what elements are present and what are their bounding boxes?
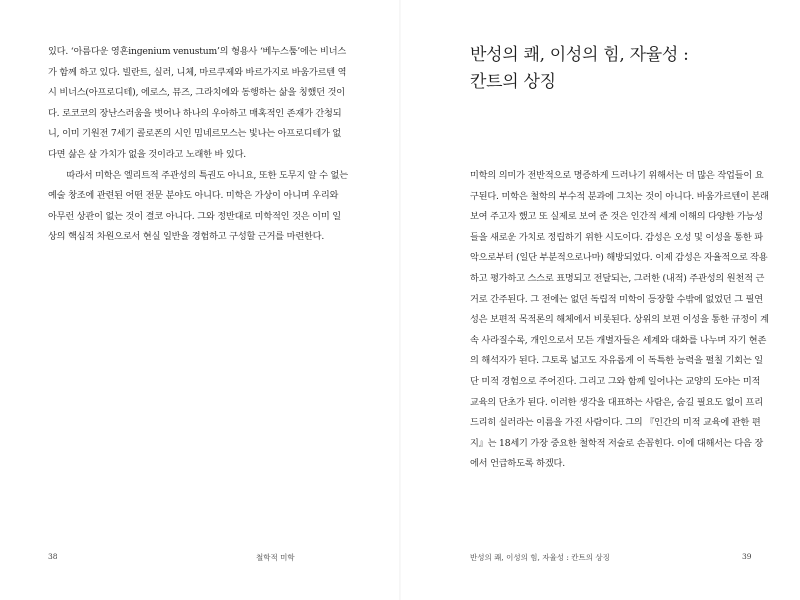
right-running-head: 반성의 쾌, 이성의 힘, 자율성 : 칸트의 상징 bbox=[470, 553, 610, 562]
left-paragraph-1: 있다. ‘아름다운 영혼ingenium venustum’의 형용사 ‘베누스툼’에는 비너스가 함께 하고 있다. 빌란트, 실러, 니체, 마르쿠제와 바르가지로 바움가르텐 역시 비너스(아프로디테), 에로스, 뮤즈, 그라치에와 동행하는 삶을 칭했던 것이다. 로코코의 장난스러움을 벗어나 하나의 우아하고 매혹적인 존재가 간청되니, 이미 기원전 7세기 콜로폰의 시인 밈네르모스는 빛나는 아프로디테가 없다면 삶은 살 가치가 없을 것이라고 노래한 바 있다. bbox=[48, 46, 347, 160]
chapter-title-line-2: 칸트의 상징 bbox=[470, 72, 556, 92]
right-paragraph-1: 미학의 의미가 전반적으로 명증하게 드러나기 위해서는 더 많은 작업들이 요구된다. 미학은 철학의 부수적 분과에 그치는 것이 아니다. 바움가르텐이 본래 보여 주고자 했고 또 실제로 보여 준 것은 인간적 세계 이해의 다양한 가능성들을 새로운 가치로 정립하기 위한 시도이다. 감성은 오성 및 이성을 통한 파악으로부터 (일단 부분적으로나마) 해방되었다. 이제 감성은 자율적으로 작용하고 평가하고 스스로 표명되고 전달되는, 그러한 (내적) 주관성의 원천적 근거로 간주된다. 그 전에는 없던 독립적 미학이 등장할 수밖에 없었던 그 필연성은 보편적 목적론의 해체에서 비롯된다. 상위의 보편 이성을 통한 규정이 계속 사라질수록, 개인으로서 모든 개별자들은 세계와 대화를 나누며 자기 현존의 해석자가 된다. 그토록 넓고도 자유롭게 이 독특한 능력을 펼칠 기회는 일단 미적 경험으로 주어진다. 그리고 그와 함께 일어나는 교양의 도야는 미적 교육의 단초가 된다. 이러한 생각을 대표하는 사람은, 숨길 필요도 없이 프리드리히 실러라는 이름을 가진 사람이다. 그의 『인간의 미적 교육에 관한 편지』는 18세기 가장 중요한 철학적 저술로 손꼽힌다. 이에 대해서는 다음 장에서 언급하도록 하겠다. bbox=[470, 170, 769, 470]
left-page-number: 38 bbox=[48, 552, 58, 561]
left-page-body bbox=[48, 42, 348, 248]
right-page-body bbox=[470, 166, 770, 475]
chapter-title-line-1: 반성의 쾌, 이성의 힘, 자율성 : bbox=[470, 45, 689, 65]
right-page-number: 39 bbox=[742, 552, 752, 561]
left-running-head: 철학적 미학 bbox=[256, 553, 295, 562]
left-paragraph-2: 따라서 미학은 엘리트적 주관성의 특권도 아니요, 또한 도무지 알 수 없는 예술 창조에 관련된 어떤 전문 분야도 아니다. 미학은 가상이 아니며 우리와 아무런 상관이 없는 것이 결코 아니다. 그와 정반대로 미학적인 것은 이미 일상의 핵심적 차원으로서 현실 일반을 경험하고 구성할 근거를 마련한다. bbox=[48, 169, 348, 243]
chapter-title bbox=[470, 42, 770, 96]
